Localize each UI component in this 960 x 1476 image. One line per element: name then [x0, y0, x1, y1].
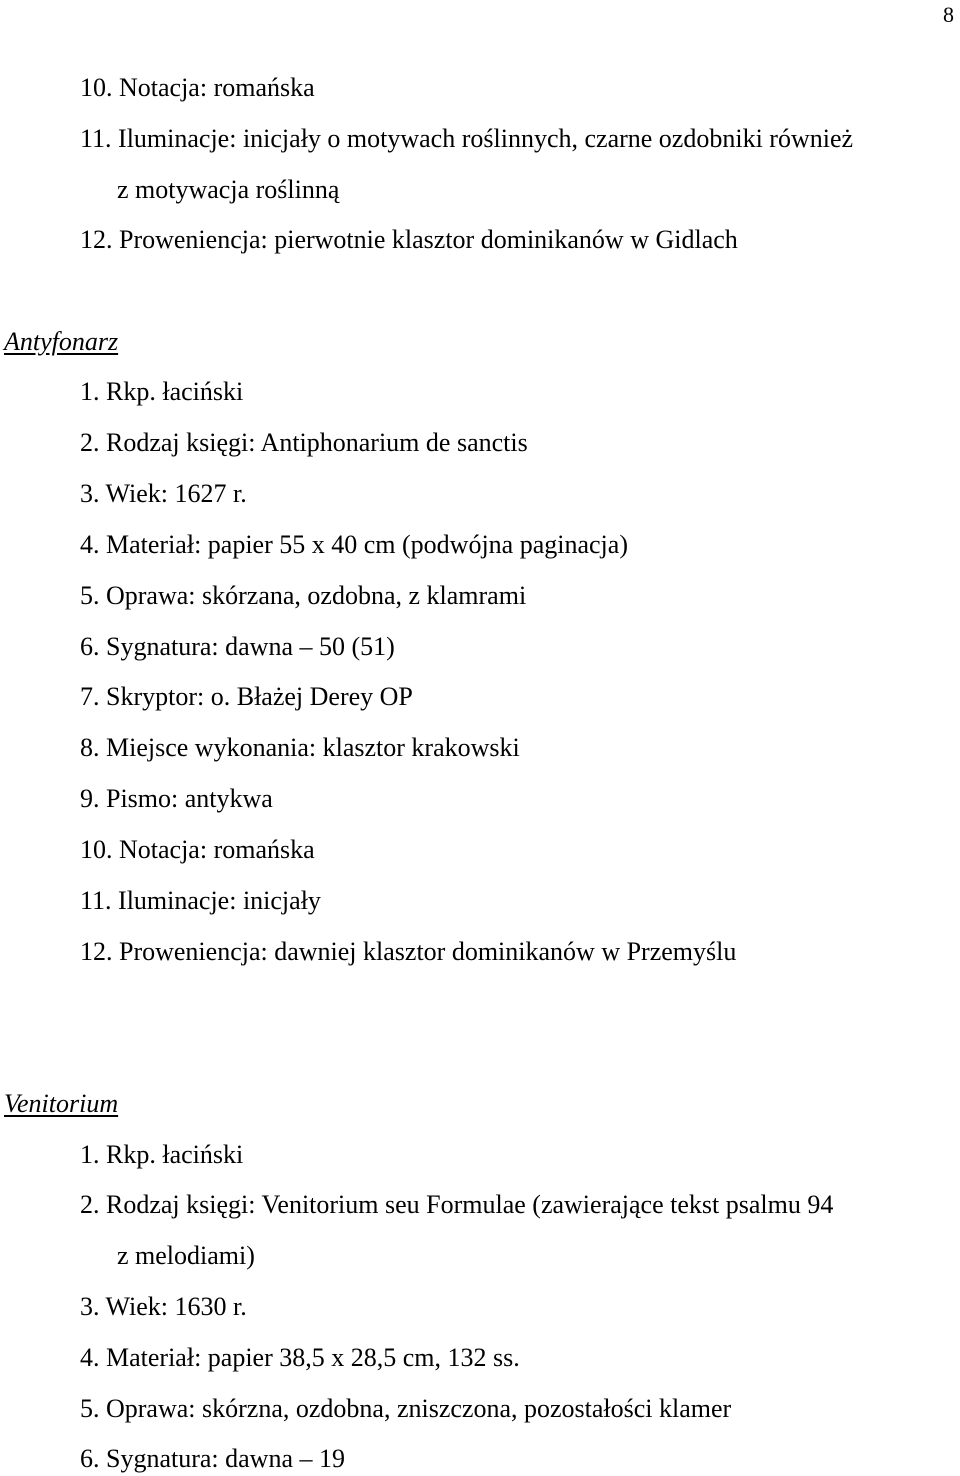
item-text: Proweniencja: dawniej klasztor dominikanów w Przemyślu [119, 937, 737, 966]
list-item [80, 681, 413, 713]
item-text: Oprawa: skórzna, ozdobna, zniszczona, pozostałości klamer [106, 1394, 732, 1423]
section-heading: Antyfonarz [4, 327, 119, 356]
list-item [80, 885, 321, 917]
item-number: 5. [80, 1394, 100, 1423]
item-number: 6. [80, 632, 100, 661]
list-item [80, 834, 315, 866]
list-item [80, 427, 528, 459]
list-item [80, 580, 526, 612]
item-number: 1. [80, 1140, 100, 1169]
item-text: Iluminacje: inicjały o motywach roślinnych, czarne ozdobniki również [118, 124, 854, 153]
item-text: Materiał: papier 38,5 x 28,5 cm, 132 ss. [106, 1343, 520, 1372]
item-number: 11. [80, 886, 112, 915]
item-text: Miejsce wykonania: klasztor krakowski [106, 733, 520, 762]
list-item-continuation [117, 1240, 255, 1272]
list-item-continuation [117, 174, 339, 206]
item-number: 10. [80, 835, 113, 864]
item-number: 2. [80, 1190, 100, 1219]
list-item [80, 529, 628, 561]
item-text: Sygnatura: dawna – 50 (51) [106, 632, 395, 661]
list-item [80, 72, 315, 104]
item-number: 1. [80, 377, 100, 406]
item-number: 4. [80, 1343, 100, 1372]
item-number: 5. [80, 581, 100, 610]
item-text: Rkp. łaciński [106, 377, 244, 406]
list-item [80, 224, 738, 256]
item-text: Oprawa: skórzana, ozdobna, z klamrami [106, 581, 527, 610]
item-text: Skryptor: o. Błażej Derey OP [106, 682, 413, 711]
item-number: 6. [80, 1444, 100, 1473]
item-text: Notacja: romańska [119, 835, 315, 864]
list-item [80, 1443, 345, 1475]
item-text: Rodzaj księgi: Venitorium seu Formulae (zawierające tekst psalmu 94 [106, 1190, 834, 1219]
item-number: 3. [80, 1292, 100, 1321]
list-item [80, 1189, 833, 1221]
item-text: Rkp. łaciński [106, 1140, 244, 1169]
list-item [80, 376, 243, 408]
item-number: 8. [80, 733, 100, 762]
list-item [80, 1291, 247, 1323]
item-text: Wiek: 1630 r. [105, 1292, 247, 1321]
item-number: 3. [80, 479, 100, 508]
item-text: Wiek: 1627 r. [105, 479, 247, 508]
item-text: Pismo: antykwa [106, 784, 273, 813]
item-text: Notacja: romańska [119, 73, 315, 102]
item-text: z motywacja roślinną [117, 175, 340, 204]
item-number: 7. [80, 682, 100, 711]
item-number: 4. [80, 530, 100, 559]
item-number: 9. [80, 784, 100, 813]
item-number: 12. [80, 937, 113, 966]
list-item [80, 936, 736, 968]
list-item [80, 783, 273, 815]
item-text: Proweniencja: pierwotnie klasztor dominikanów w Gidlach [119, 225, 738, 254]
page-number: 8 [943, 2, 954, 27]
list-item [80, 732, 520, 764]
list-item [80, 1342, 520, 1374]
item-number: 2. [80, 428, 100, 457]
list-item [80, 1393, 731, 1425]
item-text: Iluminacje: inicjały [118, 886, 321, 915]
section-heading: Venitorium [4, 1089, 119, 1118]
item-text: Rodzaj księgi: Antiphonarium de sanctis [106, 428, 528, 457]
item-number: 10. [80, 73, 113, 102]
item-number: 12. [80, 225, 113, 254]
item-number: 11. [80, 124, 112, 153]
item-text: Sygnatura: dawna – 19 [106, 1444, 346, 1473]
item-text: Materiał: papier 55 x 40 cm (podwójna paginacja) [106, 530, 628, 559]
list-item [80, 123, 853, 155]
list-item [80, 1139, 243, 1171]
list-item [80, 478, 247, 510]
item-text: z melodiami) [117, 1241, 255, 1270]
list-item [80, 631, 395, 663]
